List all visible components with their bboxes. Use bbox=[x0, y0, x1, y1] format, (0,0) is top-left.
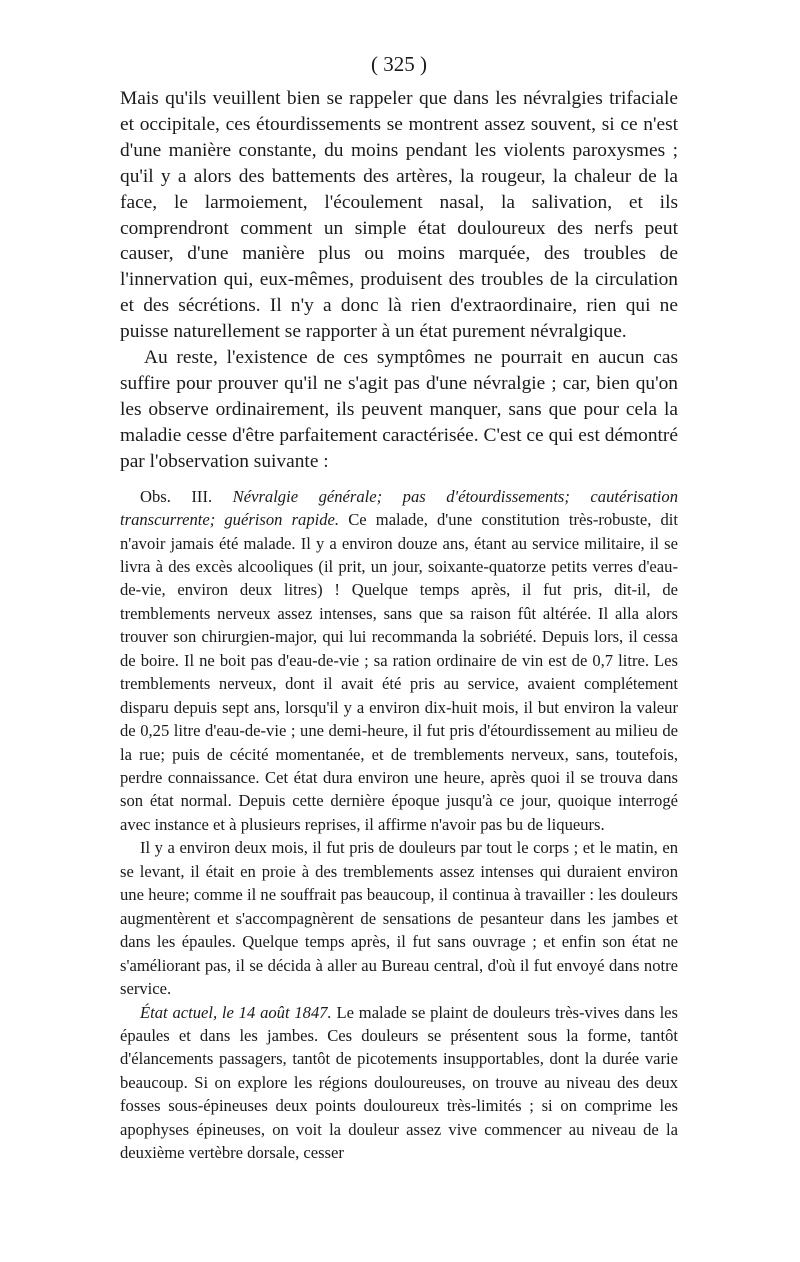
observation-section bbox=[120, 485, 678, 1165]
observation-title: Névralgie générale; pas d'étourdissements; cautérisation transcurrente; guérison rapide. bbox=[120, 486, 678, 530]
observation-history-text: Ce malade, d'une constitution très-robuste, dit n'avoir jamais été malade. Il y a environ douze ans, étant au service militaire, il se livra à des excès alcooliques (il prit, un jour, soixante-quatorze petits verres d'eau-de-vie, environ deux litres) ! Quelque temps après, il fut pris, dit-il, de tremblements nerveux assez intenses, sans que sa raison fût altérée. Il alla alors trouver son chirurgien-major, qui lui recommanda la sobriété. Depuis lors, il cessa de boire. Il ne boit pas d'eau-de-vie ; sa ration ordinaire de vin est de 0,7 litre. Les tremblements nerveux, dont il avait été pris au service, avaient complétement disparu depuis sept ans, lorsqu'il y a environ dix-huit mois, il but environ la valeur de 0,25 litre d'eau-de-vie ; une demi-heure, il fut pris d'étourdissement au milieu de la rue; puis de cécité momentanée, et de tremblements nerveux, sans, toutefois, perdre connaissance. Cet état dura environ une heure, après quoi il se trouva dans son état normal. Depuis cette dernière époque jusqu'à ce jour, quoique interrogé avec instance et à plusieurs reprises, il affirme n'avoir pas bu de liqueurs. bbox=[120, 510, 678, 834]
current-state-text: Le malade se plaint de douleurs très-vives dans les épaules et dans les jambes. Ces douleurs se présentent sous la forme, tantôt d'élancements passagers, tantôt de picotements insupportables, dont la durée varie beaucoup. Si on explore les régions douloureuses, on trouve au niveau des deux fosses sous-épineuses deux points douloureux très-limités ; si on comprime les apophyses épineuses, on voit la douleur assez vive commencer au niveau de la deuxième vertèbre dorsale, cesser bbox=[120, 1002, 678, 1163]
observation-paragraph-current-state bbox=[120, 1001, 678, 1165]
paragraph-neuralgia-discussion: Mais qu'ils veuillent bien se rappeler que dans les névralgies trifaciale et occipitale, ces étourdissements se montrent assez souvent, si ce n'est d'une manière constante, du moins pendant les violents paroxysmes ; qu'il y a alors des battements des artères, la rougeur, la chaleur de la face, le larmoiement, l'écoulement nasal, la salivation, et ils comprendront comment un simple état douloureux des nerfs peut causer, d'une manière plus ou moins marquée, des troubles de l'innervation qui, eux-mêmes, produisent des troubles de la circulation et des sécrétions. Il n'y a donc là rien d'extraordinaire, rien qui ne puisse naturellement se rapporter à un état purement névralgique. bbox=[120, 88, 678, 343]
main-text bbox=[120, 86, 678, 475]
observation-paragraph-history bbox=[120, 485, 678, 837]
current-state-heading: État actuel, le 14 août 1847. bbox=[140, 1002, 332, 1022]
paragraph-symptoms-conclusion: Au reste, l'existence de ces symptômes ne pourrait en aucun cas suffire pour prouver qu'il ne s'agit pas d'une névralgie ; car, bien qu'on les observe ordinairement, ils peuvent manquer, sans que pour cela la maladie cesse d'être parfaitement caractérisée. C'est ce qui est démontré par l'observation suivante : bbox=[120, 347, 678, 472]
page-number: ( 325 ) bbox=[371, 52, 427, 76]
book-page bbox=[120, 52, 678, 1165]
observation-paragraph-onset: Il y a environ deux mois, il fut pris de douleurs par tout le corps ; et le matin, en se levant, il était en proie à des tremblements assez intenses qui duraient environ une heure; comme il ne souffrait pas beaucoup, il continua à travailler : les douleurs augmentèrent et s'accompagnèrent de sensations de pesanteur dans les jambes et dans les épaules. Quelque temps après, il fut sans ouvrage ; et enfin son état ne s'améliorant pas, il se décida à aller au Bureau central, d'où il fut envoyé dans notre service. bbox=[120, 838, 678, 999]
observation-lead: Obs. III. bbox=[140, 486, 213, 506]
